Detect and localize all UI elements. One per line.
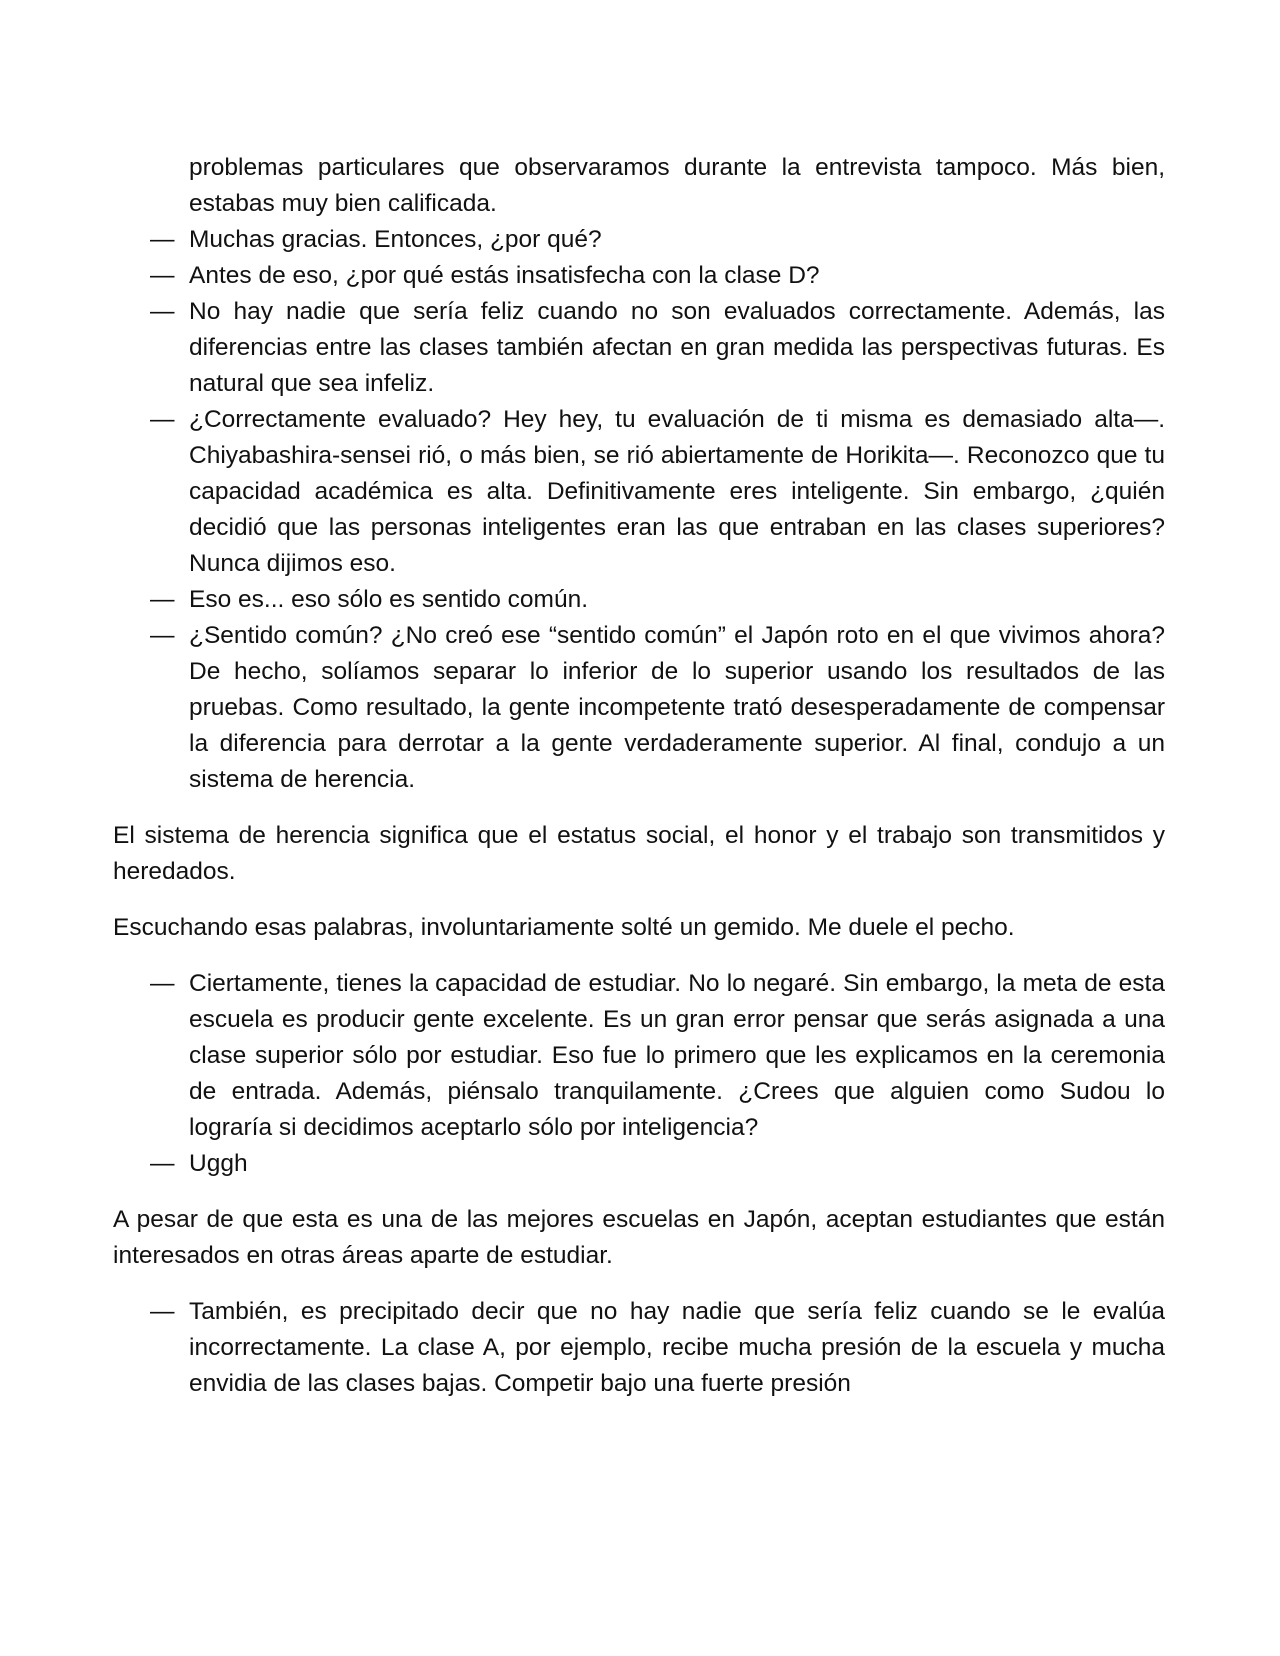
em-dash: —	[150, 622, 175, 649]
spacer	[113, 1182, 1165, 1202]
dialogue-line	[113, 1294, 1165, 1402]
dialogue-line	[113, 402, 1165, 582]
spacer	[113, 946, 1165, 966]
dialogue-text: ¿Correctamente evaluado? Hey hey, tu evaluación de ti misma es demasiado alta—. Chiyabashira-sensei rió, o más bien, se rió abiertamente de Horikita—. Reconozco que tu capacidad académica es alta. Definitivamente eres inteligente. Sin embargo, ¿quién decidió que las personas inteligentes eran las que entraban en las clases superiores? Nunca dijimos eso.	[189, 406, 1165, 577]
dialogue-text: Ciertamente, tienes la capacidad de estudiar. No lo negaré. Sin embargo, la meta de esta escuela es producir gente excelente. Es un gran error pensar que serás asignada a una clase superior sólo por estudiar. Eso fue lo primero que les explicamos en la ceremonia de entrada. Además, piénsalo tranquilamente. ¿Crees que alguien como Sudou lo lograría si decidimos aceptarlo sólo por inteligencia?	[189, 970, 1165, 1141]
em-dash: —	[150, 586, 175, 613]
spacer	[113, 798, 1165, 818]
em-dash: —	[150, 1150, 175, 1177]
dialogue-line	[113, 618, 1165, 798]
dialogue-block-3	[113, 1294, 1165, 1402]
dialogue-line	[113, 258, 1165, 294]
dialogue-block-2	[113, 966, 1165, 1182]
dialogue-text: Eso es... eso sólo es sentido común.	[189, 586, 589, 613]
em-dash: —	[150, 262, 175, 289]
dialogue-text: ¿Sentido común? ¿No creó ese “sentido común” el Japón roto en el que vivimos ahora? De hecho, solíamos separar lo inferior de lo superior usando los resultados de las pruebas. Como resultado, la gente incompetente trató desesperadamente de compensar la diferencia para derrotar a la gente verdaderamente superior. Al final, condujo a un sistema de herencia.	[189, 622, 1165, 793]
dialogue-text: No hay nadie que sería feliz cuando no son evaluados correctamente. Además, las diferencias entre las clases también afectan en gran medida las perspectivas futuras. Es natural que sea infeliz.	[189, 298, 1165, 397]
dialogue-text: Antes de eso, ¿por qué estás insatisfecha con la clase D?	[189, 262, 820, 289]
em-dash: —	[150, 970, 175, 997]
dialogue-text: También, es precipitado decir que no hay nadie que sería feliz cuando se le evalúa incorrectamente. La clase A, por ejemplo, recibe mucha presión de la escuela y mucha envidia de las clases bajas. Competir bajo una fuerte presión	[189, 1298, 1165, 1397]
dialogue-line	[113, 1146, 1165, 1182]
spacer	[113, 1274, 1165, 1294]
dialogue-continuation: problemas particulares que observaramos durante la entrevista tampoco. Más bien, estabas muy bien calificada.	[189, 154, 1165, 217]
dialogue-line	[113, 294, 1165, 402]
document-body	[113, 150, 1165, 1402]
em-dash: —	[150, 1298, 175, 1325]
dialogue-text: Muchas gracias. Entonces, ¿por qué?	[189, 226, 602, 253]
dialogue-line	[113, 222, 1165, 258]
em-dash: —	[150, 406, 175, 433]
spacer	[113, 890, 1165, 910]
dialogue-block-1	[113, 150, 1165, 798]
narration-paragraph: Escuchando esas palabras, involuntariamente solté un gemido. Me duele el pecho.	[113, 914, 1015, 941]
em-dash: —	[150, 298, 175, 325]
narration-paragraph: El sistema de herencia significa que el estatus social, el honor y el trabajo son transmitidos y heredados.	[113, 822, 1165, 885]
dialogue-line	[113, 582, 1165, 618]
dialogue-text: Uggh	[189, 1150, 248, 1177]
narration-paragraph: A pesar de que esta es una de las mejores escuelas en Japón, aceptan estudiantes que están interesados en otras áreas aparte de estudiar.	[113, 1206, 1165, 1269]
em-dash: —	[150, 226, 175, 253]
dialogue-line	[113, 966, 1165, 1146]
